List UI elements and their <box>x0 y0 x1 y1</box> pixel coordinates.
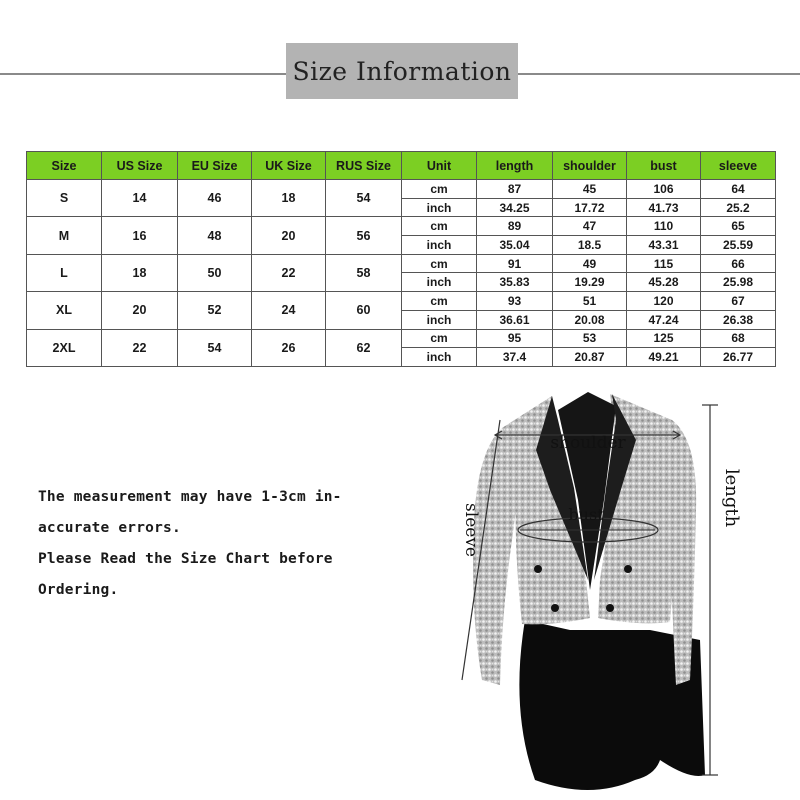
page-title: Size Information <box>286 43 518 99</box>
cell-sleeve: 65 <box>701 217 776 236</box>
cell-sleeve: 25.98 <box>701 273 776 292</box>
cell-us-size: 16 <box>102 217 178 254</box>
table-row <box>27 329 776 348</box>
cell-shoulder: 47 <box>553 217 627 236</box>
cell-length: 37.4 <box>477 348 553 367</box>
cell-length: 95 <box>477 329 553 348</box>
cell-unit: cm <box>402 217 477 236</box>
cell-length: 35.04 <box>477 236 553 255</box>
cell-size: L <box>27 254 102 291</box>
bust-label: bust <box>568 505 604 524</box>
cell-eu-size: 46 <box>178 180 252 217</box>
cell-shoulder: 20.87 <box>553 348 627 367</box>
cell-bust: 115 <box>627 254 701 273</box>
header-shoulder: shoulder <box>553 152 627 180</box>
cell-us-size: 18 <box>102 254 178 291</box>
cell-sleeve: 26.38 <box>701 310 776 329</box>
cell-shoulder: 45 <box>553 180 627 199</box>
note-line: Please Read the Size Chart before <box>38 551 333 567</box>
cell-rus-size: 54 <box>326 180 402 217</box>
cell-unit: inch <box>402 310 477 329</box>
jacket-button <box>551 604 559 612</box>
cell-length: 36.61 <box>477 310 553 329</box>
cell-us-size: 22 <box>102 329 178 367</box>
header-sleeve: sleeve <box>701 152 776 180</box>
cell-size: XL <box>27 292 102 329</box>
cell-bust: 47.24 <box>627 310 701 329</box>
cell-sleeve: 25.59 <box>701 236 776 255</box>
shoulder-label: shoulder <box>550 433 626 453</box>
cell-size: M <box>27 217 102 254</box>
cell-rus-size: 60 <box>326 292 402 329</box>
cell-sleeve: 67 <box>701 292 776 311</box>
cell-shoulder: 18.5 <box>553 236 627 255</box>
cell-length: 34.25 <box>477 198 553 217</box>
jacket-button <box>534 565 542 573</box>
header-size: Size <box>27 152 102 180</box>
cell-uk-size: 24 <box>252 292 326 329</box>
note-line: accurate errors. <box>38 520 181 536</box>
cell-unit: cm <box>402 329 477 348</box>
cell-uk-size: 18 <box>252 180 326 217</box>
cell-eu-size: 52 <box>178 292 252 329</box>
cell-us-size: 14 <box>102 180 178 217</box>
note-line: The measurement may have 1-3cm in- <box>38 489 342 505</box>
cell-sleeve: 66 <box>701 254 776 273</box>
cell-shoulder: 51 <box>553 292 627 311</box>
cell-shoulder: 20.08 <box>553 310 627 329</box>
measurement-note <box>38 482 388 606</box>
length-label: length <box>721 468 742 528</box>
cell-shoulder: 19.29 <box>553 273 627 292</box>
cell-uk-size: 20 <box>252 217 326 254</box>
cell-sleeve: 25.2 <box>701 198 776 217</box>
note-line: Ordering. <box>38 582 119 598</box>
header-eu-size: EU Size <box>178 152 252 180</box>
cell-eu-size: 50 <box>178 254 252 291</box>
cell-bust: 125 <box>627 329 701 348</box>
table-row <box>27 254 776 273</box>
table-row <box>27 292 776 311</box>
jacket-measurement-diagram <box>440 380 800 800</box>
cell-unit: cm <box>402 254 477 273</box>
header-us-size: US Size <box>102 152 178 180</box>
header-unit: Unit <box>402 152 477 180</box>
cell-unit: inch <box>402 348 477 367</box>
cell-sleeve: 68 <box>701 329 776 348</box>
jacket-button <box>606 604 614 612</box>
cell-bust: 45.28 <box>627 273 701 292</box>
cell-rus-size: 62 <box>326 329 402 367</box>
table-header-row <box>27 152 776 180</box>
cell-length: 93 <box>477 292 553 311</box>
cell-unit: cm <box>402 292 477 311</box>
cell-length: 89 <box>477 217 553 236</box>
cell-unit: inch <box>402 236 477 255</box>
header-bust: bust <box>627 152 701 180</box>
cell-bust: 43.31 <box>627 236 701 255</box>
cell-length: 35.83 <box>477 273 553 292</box>
cell-uk-size: 26 <box>252 329 326 367</box>
cell-size: 2XL <box>27 329 102 367</box>
cell-eu-size: 48 <box>178 217 252 254</box>
cell-rus-size: 58 <box>326 254 402 291</box>
cell-bust: 106 <box>627 180 701 199</box>
cell-shoulder: 53 <box>553 329 627 348</box>
header-uk-size: UK Size <box>252 152 326 180</box>
cell-length: 91 <box>477 254 553 273</box>
cell-bust: 120 <box>627 292 701 311</box>
cell-unit: inch <box>402 198 477 217</box>
jacket-button <box>624 565 632 573</box>
cell-uk-size: 22 <box>252 254 326 291</box>
table-row <box>27 180 776 199</box>
cell-unit: inch <box>402 273 477 292</box>
cell-unit: cm <box>402 180 477 199</box>
cell-sleeve: 26.77 <box>701 348 776 367</box>
cell-shoulder: 17.72 <box>553 198 627 217</box>
cell-eu-size: 54 <box>178 329 252 367</box>
cell-length: 87 <box>477 180 553 199</box>
cell-us-size: 20 <box>102 292 178 329</box>
cell-bust: 41.73 <box>627 198 701 217</box>
sleeve-label: sleeve <box>461 503 481 557</box>
cell-shoulder: 49 <box>553 254 627 273</box>
cell-rus-size: 56 <box>326 217 402 254</box>
header-length: length <box>477 152 553 180</box>
cell-bust: 110 <box>627 217 701 236</box>
cell-bust: 49.21 <box>627 348 701 367</box>
table-row <box>27 217 776 236</box>
header-rus-size: RUS Size <box>326 152 402 180</box>
cell-sleeve: 64 <box>701 180 776 199</box>
size-table <box>26 151 776 367</box>
cell-size: S <box>27 180 102 217</box>
